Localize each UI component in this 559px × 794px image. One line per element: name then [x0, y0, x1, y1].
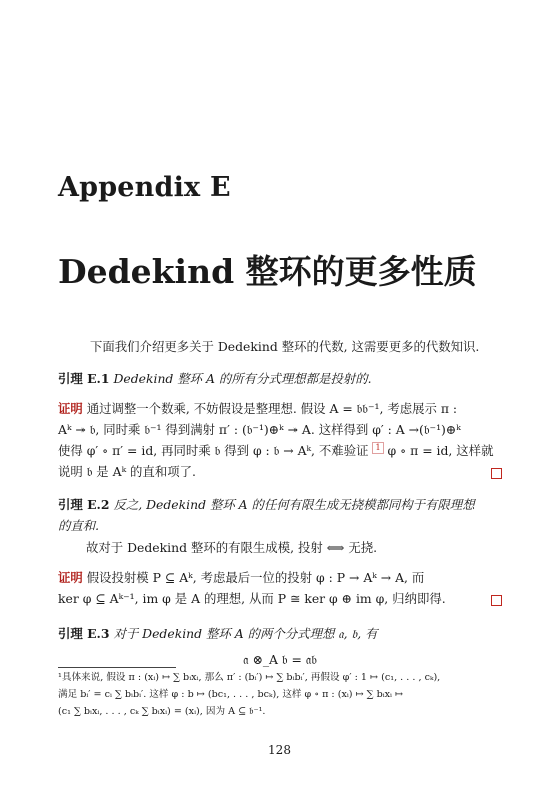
- qed-icon: [491, 595, 502, 606]
- lemma-e2: [58, 494, 502, 536]
- lemma-e3-label: 引理 E.3: [58, 626, 110, 641]
- lemma-e2-statement-cont: 的直和.: [58, 518, 100, 533]
- lemma-e2-remark: 故对于 Dedekind 整环的有限生成模, 投射 ⟺ 无挠.: [86, 540, 378, 555]
- proof-e1-line1: [58, 398, 502, 419]
- footnote-line2: 满足 bᵢ′ = cᵢ ∑ bᵢbᵢ′. 这样 φ : b ↦ (bc₁, . . . , bcₖ), 这样 φ ∘ π : (xᵢ) ↦ ∑ bᵢxᵢ ↦: [58, 689, 404, 700]
- page-number: 128: [268, 743, 291, 757]
- proof-e1-text3a: 使得 φ′ ∘ π′ = id, 再同时乘 𝔟 得到 φ : 𝔟 → Aᵏ, 不难验证: [58, 443, 369, 458]
- footnote-line1: ¹具体来说, 假设 π : (xᵢ) ↦ ∑ bᵢxᵢ, 那么 π′ : (bᵢ′) ↦ ∑ bᵢbᵢ′, 再假设 φ′ : 1 ↦ (c₁, . . . , cₖ),: [58, 672, 441, 683]
- lemma-e2-label: 引理 E.2: [58, 497, 110, 512]
- proof-e1-text4: 说明 𝔟 是 Aᵏ 的直和项了.: [58, 464, 196, 479]
- lemma-e1-label: 引理 E.1: [58, 371, 110, 386]
- intro-paragraph: 下面我们介绍更多关于 Dedekind 整环的代数, 这需要更多的代数知识.: [90, 339, 480, 354]
- proof-e2: [58, 567, 502, 609]
- proof-e1-line3: [58, 440, 502, 461]
- footnote: [58, 669, 502, 720]
- proof-e1-line4: [58, 461, 502, 482]
- qed-icon: [491, 468, 502, 479]
- proof-e2-text1: 假设投射模 P ⊆ Aᵏ, 考虑最后一位的投射 φ : P → Aᵏ → A, 而: [86, 570, 425, 585]
- proof-e2-line2: [58, 588, 502, 609]
- proof-e1-text1: 通过调整一个数乘, 不妨假设是整理想. 假设 A = 𝔟𝔟⁻¹, 考虑展示 π :: [86, 401, 458, 416]
- lemma-e3-statement: 对于 Dedekind 整环 A 的两个分式理想 𝔞, 𝔟, 有: [113, 626, 378, 641]
- lemma-e3: [58, 623, 502, 644]
- proof-e1-text3b: φ ∘ π = id, 这样就: [387, 443, 494, 458]
- footnote-divider: [58, 667, 176, 668]
- footnote-link[interactable]: 1: [372, 442, 383, 454]
- footnote-line3: (c₁ ∑ bᵢxᵢ, . . . , cₖ ∑ bᵢxᵢ) = (xᵢ), 因为 A ⊆ 𝔟⁻¹.: [58, 706, 266, 717]
- lemma-e2-statement: 反之, Dedekind 整环 A 的任何有限生成无挠模都同构于有限理想: [113, 497, 475, 512]
- chapter-title: Dedekind 整环的更多性质: [58, 252, 477, 291]
- proof-e1-line2: Aᵏ ↠ 𝔟, 同时乘 𝔟⁻¹ 得到满射 π′ : (𝔟⁻¹)⊕ᵏ ↠ A. 这样得到 φ′ : A →(𝔟⁻¹)⊕ᵏ: [58, 422, 461, 437]
- proof-label: 证明: [58, 401, 83, 416]
- lemma-e1: [58, 368, 502, 389]
- proof-label: 证明: [58, 570, 83, 585]
- appendix-heading: Appendix E: [58, 172, 231, 203]
- proof-e1: [58, 398, 502, 482]
- proof-e2-text2: ker φ ⊆ Aᵏ⁻¹, im φ 是 A 的理想, 从而 P ≅ ker φ ⊕ im φ, 归纳即得.: [58, 591, 446, 606]
- display-equation: 𝔞 ⊗_A 𝔟 = 𝔞𝔟: [243, 652, 317, 667]
- lemma-e1-statement: Dedekind 整环 A 的所有分式理想都是投射的.: [113, 371, 372, 386]
